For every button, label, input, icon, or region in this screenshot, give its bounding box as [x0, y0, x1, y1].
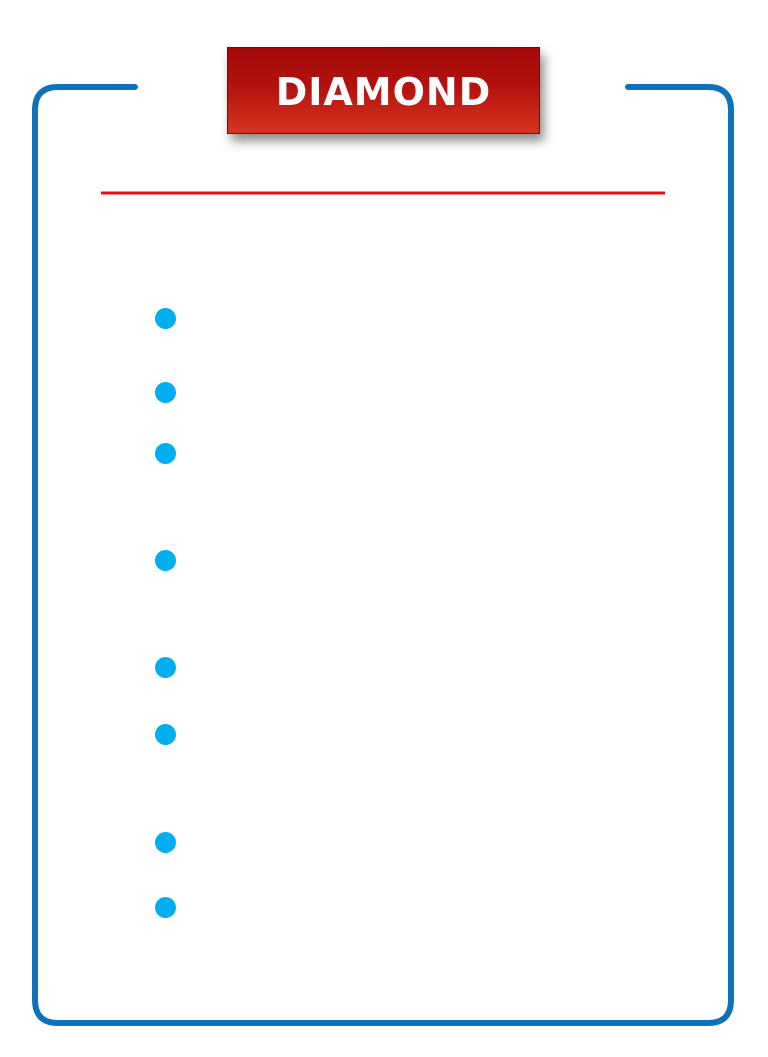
- bullet-dot: [155, 308, 176, 329]
- title-label: DIAMOND: [275, 69, 492, 114]
- bullet-dot: [155, 443, 176, 464]
- card-border: [35, 87, 731, 1023]
- title-badge: [227, 47, 540, 134]
- bullet-dot: [155, 657, 176, 678]
- bullet-dot: [155, 832, 176, 853]
- bullet-dot: [155, 550, 176, 571]
- bullet-dot: [155, 724, 176, 745]
- bullet-dot: [155, 382, 176, 403]
- bullet-dot: [155, 897, 176, 918]
